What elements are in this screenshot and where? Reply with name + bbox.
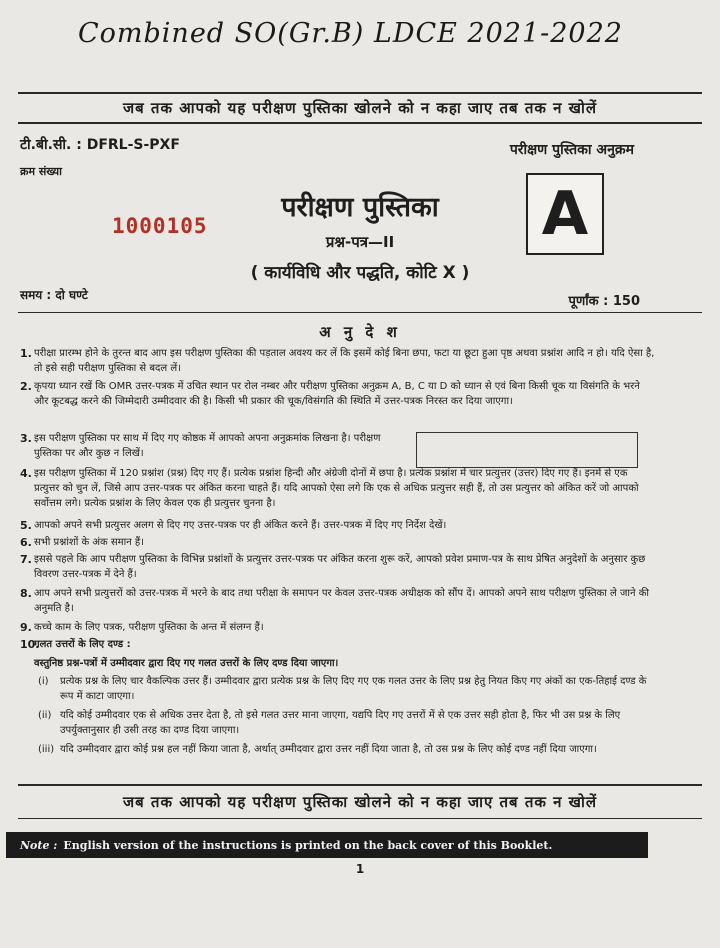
exam-duration: समय : दो घण्टे — [20, 288, 88, 302]
booklet-series-letter: A — [541, 179, 589, 249]
instruction-item — [20, 518, 656, 533]
penalty-item-number: (i) — [38, 676, 49, 687]
serial-number: 1000105 — [112, 214, 208, 238]
instruction-number: 3. — [20, 432, 32, 445]
penalty-item-number: (iii) — [38, 744, 55, 755]
page-number: 1 — [355, 862, 365, 876]
instruction-text: इससे पहले कि आप परीक्षण पुस्तिका के विभिन्न प्रश्नांशों के प्रत्युत्तर उत्तर-पत्रक पर अंकित करना शुरू करें, आपको प्रवेश प्रमाण-पत्र के साथ प्रेषित अनुदेशों के अनुसार कुछ विवरण उत्तर-पत्रक में देने हैं। — [34, 554, 646, 580]
instruction-text: परीक्षा प्रारम्भ होने के तुरन्त बाद आप इस परीक्षण पुस्तिका की पड़ताल अवश्य कर लें कि इसमें कोई बिना छपा, फटा या छूटा हुआ पृष्ठ अथवा प्रश्नांश आदि न हो। यदि ऐसा है, तो इसे सही परीक्षण पुस्तिका से बदल लें। — [34, 348, 655, 374]
instruction-item — [20, 466, 656, 511]
instruction-number: 1. — [20, 347, 32, 360]
instruction-number: 2. — [20, 380, 32, 393]
roll-number-box[interactable] — [416, 432, 638, 468]
instructions-top-rule — [18, 312, 702, 313]
penalty-item-text: यदि उम्मीदवार द्वारा कोई प्रश्न हल नहीं किया जाता है, अर्थात् उम्मीदवार द्वारा उत्तर नहीं दिया जाता है, तो उस प्रश्न के लिए कोई दण्ड नहीं दिया जाएगा। — [60, 744, 597, 755]
instruction-text: गलत उत्तरों के लिए दण्ड : — [34, 639, 131, 650]
tbc-code: टी.बी.सी. : DFRL-S-PXF — [20, 137, 180, 153]
instruction-text: इस परीक्षण पुस्तिका पर साथ में दिए गए कोष्ठक में आपको अपना अनुक्रमांक लिखना है। परीक्षण पुस्तिका पर और कुछ न लिखें। — [34, 433, 381, 459]
instruction-number: 6. — [20, 536, 32, 549]
top-rule-2 — [18, 122, 702, 124]
paper-number: प्रश्न-पत्र—II — [325, 233, 395, 251]
instruction-number: 4. — [20, 467, 32, 480]
serial-number-label: क्रम संख्या — [20, 165, 62, 178]
penalty-item — [38, 674, 658, 704]
penalty-item-text: यदि कोई उम्मीदवार एक से अधिक उत्तर देता है, तो इसे गलत उत्तर माना जाएगा, यद्यपि दिए गए उत्तरों में से एक उत्तर सही होता है, फिर भी उस प्रश्न के लिए उपर्युक्तानुसार ही उसी तरह का दण्ड दिया जाएगा। — [60, 710, 621, 736]
instruction-item — [20, 346, 656, 376]
instruction-text: आपको अपने सभी प्रत्युत्तर अलग से दिए गए उत्तर-पत्रक पर ही अंकित करने हैं। उत्तर-पत्रक में दिए गए निर्देश देखें। — [34, 520, 447, 531]
instruction-number: 9. — [20, 621, 32, 634]
instruction-text: सभी प्रश्नांशों के अंक समान हैं। — [34, 537, 144, 548]
maximum-marks: पूर्णांक : 150 — [568, 294, 640, 309]
penalty-item-number: (ii) — [38, 710, 52, 721]
paper-subject: ( कार्यविधि और पद्धति, कोटि X ) — [250, 263, 470, 283]
instruction-item — [20, 552, 656, 582]
note-text: English version of the instructions is printed on the back cover of this Booklet. — [63, 838, 553, 852]
top-warning-banner: जब तक आपको यह परीक्षण पुस्तिका खोलने को न कहा जाए तब तक न खोलें — [122, 99, 598, 117]
penalty-intro: वस्तुनिष्ठ प्रश्न-पत्रों में उम्मीदवार द्वारा दिए गए गलत उत्तरों के लिए दण्ड दिया जाएगा। — [34, 658, 339, 669]
penalty-item — [38, 708, 658, 738]
booklet-title: परीक्षण पुस्तिका — [281, 192, 439, 223]
instruction-text: आप अपने सभी प्रत्युत्तरों को उत्तर-पत्रक में भरने के बाद तथा परीक्षा के समापन पर केवल उत्तर-पत्रक अधीक्षक को सौंप दें। आपको अपने साथ परीक्षण पुस्तिका ले जाने की अनुमति है। — [34, 588, 650, 614]
top-rule — [18, 92, 702, 94]
note-label: Note : — [20, 838, 58, 852]
bottom-rule — [18, 784, 702, 786]
instruction-text: कच्चे काम के लिए पत्रक, परीक्षण पुस्तिका के अन्त में संलग्न हैं। — [34, 622, 264, 633]
instruction-item — [20, 637, 656, 652]
handwritten-exam-note: Combined SO(Gr.B) LDCE 2021-2022 — [78, 18, 623, 49]
instruction-number: 5. — [20, 519, 32, 532]
instruction-item — [20, 620, 656, 635]
instruction-number: 7. — [20, 553, 32, 566]
instruction-item — [20, 586, 656, 616]
instruction-number: 8. — [20, 587, 32, 600]
penalty-item-text: प्रत्येक प्रश्न के लिए चार वैकल्पिक उत्तर हैं। उम्मीदवार द्वारा प्रत्येक प्रश्न के लिए दिए गए एक गलत उत्तर के लिए प्रश्न हेतु नियत किए गए अंकों का एक-तिहाई दण्ड के रूप में काटा जाएगा। — [60, 676, 647, 702]
instruction-text: कृपया ध्यान रखें कि OMR उत्तर-पत्रक में उचित स्थान पर रोल नम्बर और परीक्षण पुस्तिका अनुक्रम A, B, C या D को ध्यान से एवं बिना किसी चूक या विसंगति के भरने और कूटबद्ध करने की जिम्मेदारी उम्मीदवार की है। किसी भी प्रकार की चूक/विसंगति की स्थिति में उत्तर-पत्रक निरस्त कर दिया जाएगा। — [34, 381, 640, 407]
instruction-text: इस परीक्षण पुस्तिका में 120 प्रश्नांश (प्रश्न) दिए गए हैं। प्रत्येक प्रश्नांश हिन्दी और अंग्रेजी दोनों में छपा है। प्रत्येक प्रश्नांश में चार प्रत्युत्तर (उत्तर) दिए गए हैं। इनमें से एक प्रत्युत्तर को चुन लें, जिसे आप उत्तर-पत्रक पर अंकित करना चाहते हैं। यदि आपको ऐसा लगे कि एक से अधिक प्रत्युत्तर सही हैं, तो उस प्रत्युत्तर को अंकित करें जो आपको सर्वोत्तम लगे। प्रत्येक प्रश्नांश के लिए केवल एक ही प्रत्युत्तर चुनना है। — [34, 468, 639, 509]
instruction-item — [20, 535, 656, 550]
bottom-warning-banner: जब तक आपको यह परीक्षण पुस्तिका खोलने को न कहा जाए तब तक न खोलें — [122, 793, 598, 811]
instruction-number: 10. — [20, 638, 40, 651]
instructions-heading: अ नु दे श — [319, 323, 401, 341]
booklet-series-label: परीक्षण पुस्तिका अनुक्रम — [509, 142, 634, 158]
instruction-item — [20, 431, 404, 461]
penalty-item — [38, 742, 658, 757]
english-version-note — [6, 832, 648, 858]
instruction-item — [20, 379, 656, 409]
bottom-rule-2 — [18, 818, 702, 819]
